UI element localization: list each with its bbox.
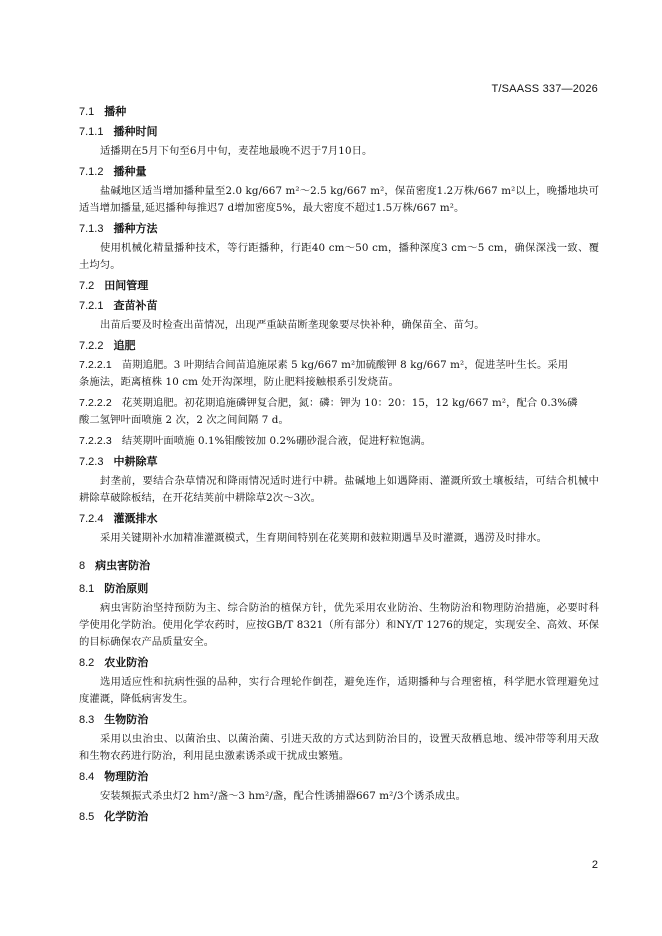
- section-number: 7.1.1: [79, 126, 104, 138]
- paragraph-control-principles: 病虫害防治坚持预防为主、综合防治的植保方针，优先采用农业防治、生物防治和物理防治措施，必要时科学使用化学防治。使用化学农药时，应按GB/T 8321（所有部分）和NY/T 1276的规定，实现安全、高效、环保的目标确保农产品质量安全。: [79, 602, 599, 648]
- section-heading-8-5: [79, 809, 599, 825]
- section-title: 病虫害防治: [95, 560, 151, 572]
- clause-text: 结荚期叶面喷施 0.1%钼酸铵加 0.2%硼砂混合液，促进籽粒饱满。: [121, 435, 432, 447]
- section-title: 物理防治: [104, 771, 149, 783]
- section-title: 生物防治: [104, 714, 149, 726]
- paragraph-biological-control: 采用以虫治虫、以菌治虫、以菌治菌、引进天敌的方式达到防治目的，设置天敌栖息地、缓冲带等利用天敌和生物农药进行防治，利用昆虫激素诱杀或干扰成虫繁殖。: [79, 733, 599, 762]
- section-heading-8-2: [79, 655, 599, 671]
- section-heading-8-1: [79, 581, 599, 597]
- paragraph-sowing-rate: 盐碱地区适当增加播种量至2.0 kg/667 m²～2.5 kg/667 m²，保苗密度1.2万株/667 m²以上，晚播地块可适当增加播量,延迟播种每推迟7 d增加密度5%，最大密度不超过1.5万株/667 m²。: [79, 185, 599, 214]
- section-heading-7-1-3: [79, 221, 599, 237]
- section-heading-7-1-1: [79, 124, 599, 140]
- section-heading-7-1: [79, 104, 599, 120]
- document-code-header: T/SAASS 337—2026: [491, 83, 598, 95]
- section-number: 8: [79, 560, 86, 572]
- section-heading-8: [79, 558, 599, 574]
- section-heading-7-2-4: [79, 511, 599, 527]
- section-title: 中耕除草: [113, 456, 158, 468]
- section-heading-7-2: [79, 278, 599, 294]
- section-title: 播种方法: [113, 223, 158, 235]
- section-title: 田间管理: [104, 280, 149, 292]
- section-number: 7.2.2: [79, 340, 104, 352]
- paragraph-sowing-time: 适播期在5月下旬至6月中旬，麦茬地最晚不迟于7月10日。: [100, 145, 373, 157]
- paragraph-seedling-check: 出苗后要及时检查出苗情况，出现严重缺苗断垄现象要尽快补种，确保苗全、苗匀。: [100, 319, 485, 331]
- section-number: 8.3: [79, 714, 95, 726]
- section-number: 7.2: [79, 280, 95, 292]
- clause-7-2-2-2-line: [79, 395, 599, 412]
- section-title: 化学防治: [104, 811, 149, 823]
- section-number: 7.1.2: [79, 166, 104, 178]
- paragraph-irrigation: 采用关键期补水加精准灌溉模式，生育期间特别在花荚期和鼓粒期遇旱及时灌溉，遇涝及时排水。: [100, 532, 548, 544]
- clause-7-2-2-1-continuation: 条施法，距离植株 10 cm 处开沟深埋，防止肥料接触根系引发烧苗。: [79, 376, 399, 388]
- clause-number: 7.2.2.1: [79, 359, 112, 371]
- section-title: 查苗补苗: [113, 300, 158, 312]
- page-number: 2: [591, 859, 598, 871]
- section-number: 8.5: [79, 811, 95, 823]
- section-title: 播种量: [113, 166, 147, 178]
- clause-text: 花荚期追肥。初花期追施磷钾复合肥，氮：磷：钾为 10：20：15，12 kg/667 m²，配合 0.3%磷: [121, 397, 578, 409]
- paragraph-weeding: 封垄前，要结合杂草情况和降雨情况适时进行中耕。盐碱地上如遇降雨、灌溉所致土壤板结，可结合机械中耕除草破除板结，在开花结荚前中耕除草2次～3次。: [79, 475, 599, 504]
- section-heading-7-2-2: [79, 338, 599, 354]
- section-title: 播种: [104, 106, 127, 118]
- section-number: 8.2: [79, 657, 95, 669]
- section-number: 7.1: [79, 106, 95, 118]
- section-title: 灌溉排水: [113, 513, 158, 525]
- section-number: 7.2.3: [79, 456, 104, 468]
- paragraph-agricultural-control: 选用适应性和抗病性强的品种，实行合理轮作倒茬，避免连作，适期播种与合理密植，科学肥水管理避免过度灌溉，降低病害发生。: [79, 676, 599, 705]
- section-heading-8-4: [79, 769, 599, 785]
- paragraph-sowing-method: 使用机械化精量播种技术，等行距播种，行距40 cm～50 cm，播种深度3 cm～5 cm，确保深浅一致、覆土均匀。: [79, 242, 599, 271]
- section-heading-7-2-1: [79, 298, 599, 314]
- section-number: 8.4: [79, 771, 95, 783]
- section-number: 8.1: [79, 583, 95, 595]
- section-number: 7.1.3: [79, 223, 104, 235]
- section-heading-7-2-3: [79, 454, 599, 470]
- section-number: 7.2.4: [79, 513, 104, 525]
- clause-7-2-2-3-line: [79, 433, 599, 450]
- clause-7-2-2-2-continuation: 酸二氢钾叶面喷施 2 次，2 次之间间隔 7 d。: [79, 414, 289, 426]
- paragraph-physical-control: 安装频振式杀虫灯2 hm²/盏～3 hm²/盏，配合性诱捕器667 m²/3个诱杀成虫。: [100, 790, 466, 802]
- clause-number: 7.2.2.3: [79, 435, 112, 447]
- section-title: 防治原则: [104, 583, 149, 595]
- document-body: [79, 101, 599, 828]
- clause-7-2-2-1-line: [79, 357, 599, 374]
- section-title: 农业防治: [104, 657, 149, 669]
- section-heading-8-3: [79, 712, 599, 728]
- clause-text: 苗期追肥。3 叶期结合间苗追施尿素 5 kg/667 m²加硫酸钾 8 kg/667 m²，促进茎叶生长。采用: [121, 359, 569, 371]
- section-title: 播种时间: [113, 126, 158, 138]
- section-number: 7.2.1: [79, 300, 104, 312]
- section-title: 追肥: [113, 340, 136, 352]
- clause-number: 7.2.2.2: [79, 397, 112, 409]
- section-heading-7-1-2: [79, 164, 599, 180]
